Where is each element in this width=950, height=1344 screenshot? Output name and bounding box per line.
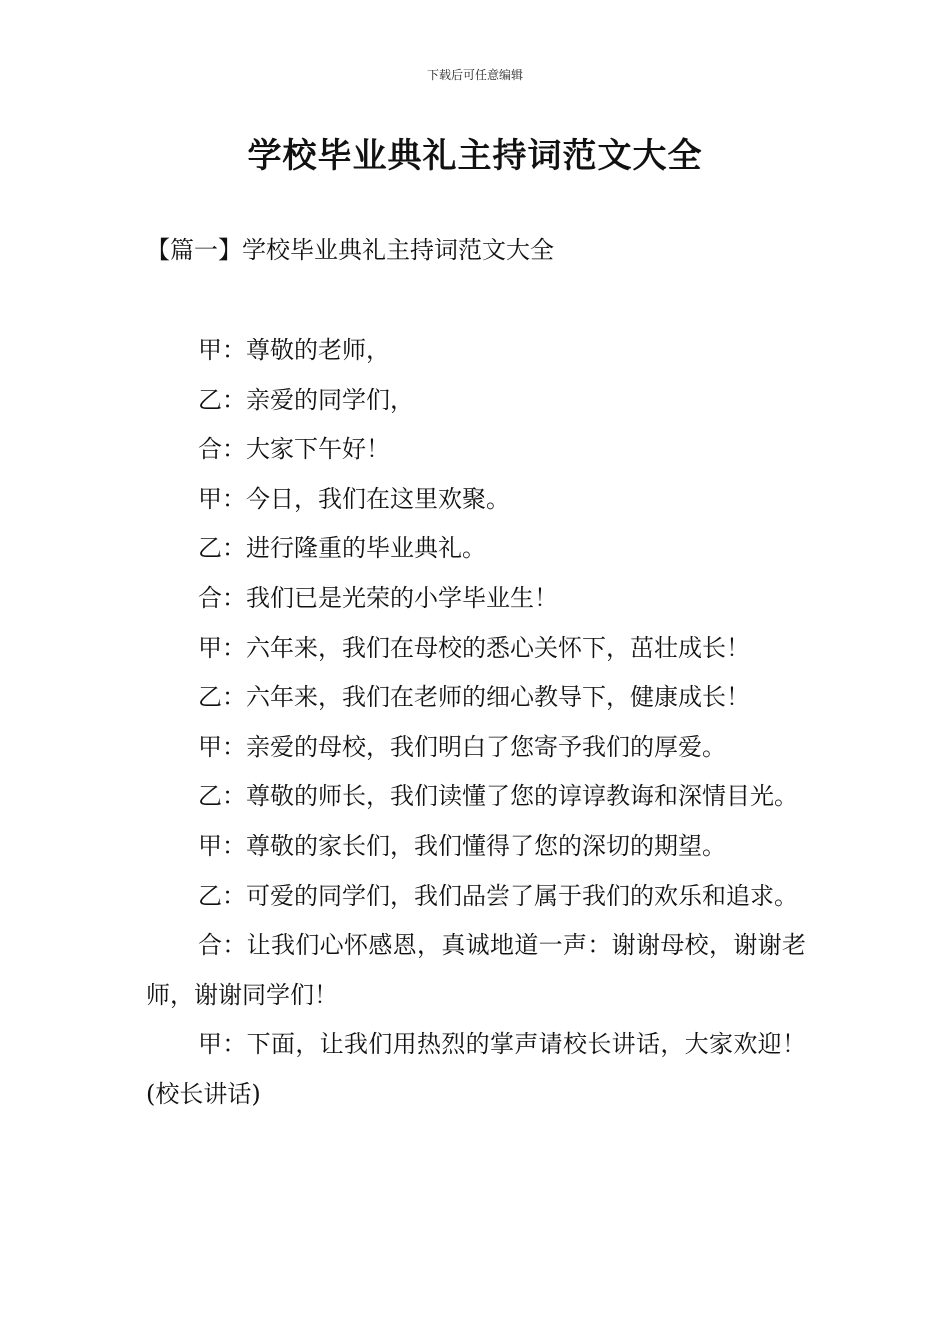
header-note: 下载后可任意编辑 (426, 68, 523, 82)
document-title: 学校毕业典礼主持词范文大全 (247, 136, 703, 176)
paragraph-10: 乙：尊敬的师长，我们读懂了您的谆谆教诲和深情目光。 (198, 782, 798, 811)
paragraph-9: 甲：亲爱的母校，我们明白了您寄予我们的厚爱。 (198, 732, 726, 761)
section-heading: 【篇一】学校毕业典礼主持词范文大全 (146, 236, 554, 264)
paragraph-13: 合：让我们心怀感恩，真诚地道一声：谢谢母校，谢谢老师，谢谢同学们！ (146, 931, 806, 1009)
paragraph-8: 乙：六年来，我们在老师的细心教导下，健康成长！ (198, 683, 750, 712)
paragraph-12: 乙：可爱的同学们，我们品尝了属于我们的欢乐和追求。 (198, 881, 798, 910)
paragraph-11: 甲：尊敬的家长们，我们懂得了您的深切的期望。 (198, 831, 726, 860)
paragraph-14: 甲：下面，让我们用热烈的掌声请校长讲话，大家欢迎！(校长讲话) (146, 1030, 806, 1108)
paragraph-1: 甲：尊敬的老师， (198, 336, 390, 364)
document-body (146, 326, 806, 1120)
paragraph-6: 合：我们已是光荣的小学毕业生！ (198, 583, 558, 612)
paragraph-3: 合：大家下午好！ (198, 435, 390, 464)
paragraph-2: 乙：亲爱的同学们， (198, 385, 414, 414)
paragraph-7: 甲：六年来，我们在母校的悉心关怀下，茁壮成长！ (198, 633, 750, 662)
paragraph-4: 甲：今日，我们在这里欢聚。 (198, 484, 510, 513)
paragraph-5: 乙：进行隆重的毕业典礼。 (198, 534, 486, 563)
